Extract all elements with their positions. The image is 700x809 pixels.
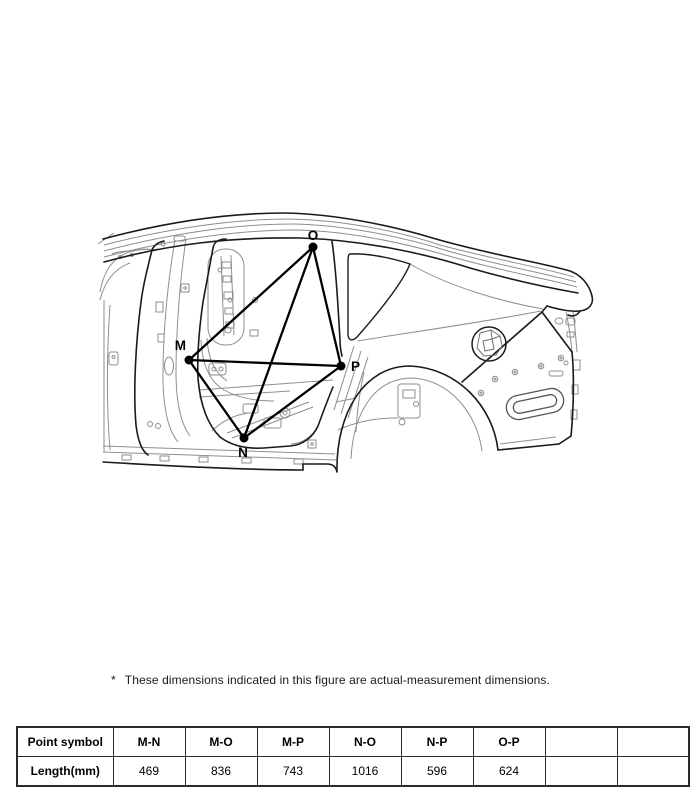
point-label-n: N [238,445,248,460]
trunk-corner [547,296,592,311]
point-label-o: O [307,228,319,243]
table-value-row [17,757,689,787]
fuel-cap-glyph [477,330,502,356]
point-labels [175,228,360,460]
footnote-marker: * [111,673,116,687]
value-cell: 743 [257,757,329,787]
row-header-cell: Length(mm) [17,757,113,787]
rear-edge [559,352,573,444]
header-cell [545,727,617,757]
wheel-arch [337,366,498,471]
header-cell: M-P [257,727,329,757]
measurement-line-n-o [244,247,313,438]
b-pillar-front-edge [135,241,164,455]
point-marker-o [309,243,318,252]
footnote-text: These dimensions indicated in this figure are actual-measurement dimensions. [124,673,550,687]
quarter-glass-aperture [348,254,410,340]
value-cell: 596 [401,757,473,787]
value-cell [545,757,617,787]
value-cell [617,757,689,787]
measurement-lines [189,247,341,438]
dimensions-table [16,726,690,787]
value-cell: 1016 [329,757,401,787]
point-marker-m [185,356,194,365]
measurement-line-o-p [313,247,341,366]
table-header-row [17,727,689,757]
value-cell: 836 [185,757,257,787]
header-cell: O-P [473,727,545,757]
header-cell: Point symbol [17,727,113,757]
footnote [111,673,550,687]
value-cell: 624 [473,757,545,787]
header-cell: N-P [401,727,473,757]
point-label-p: P [351,359,361,374]
header-cell: N-O [329,727,401,757]
point-marker-p [337,362,346,371]
header-cell [617,727,689,757]
value-cell: 469 [113,757,185,787]
rear-panel-top-edge [542,306,572,352]
header-cell: M-O [185,727,257,757]
header-cell: M-N [113,727,185,757]
tail-lamp-opening [504,386,566,422]
point-label-m: M [174,338,186,353]
point-marker-n [240,434,249,443]
